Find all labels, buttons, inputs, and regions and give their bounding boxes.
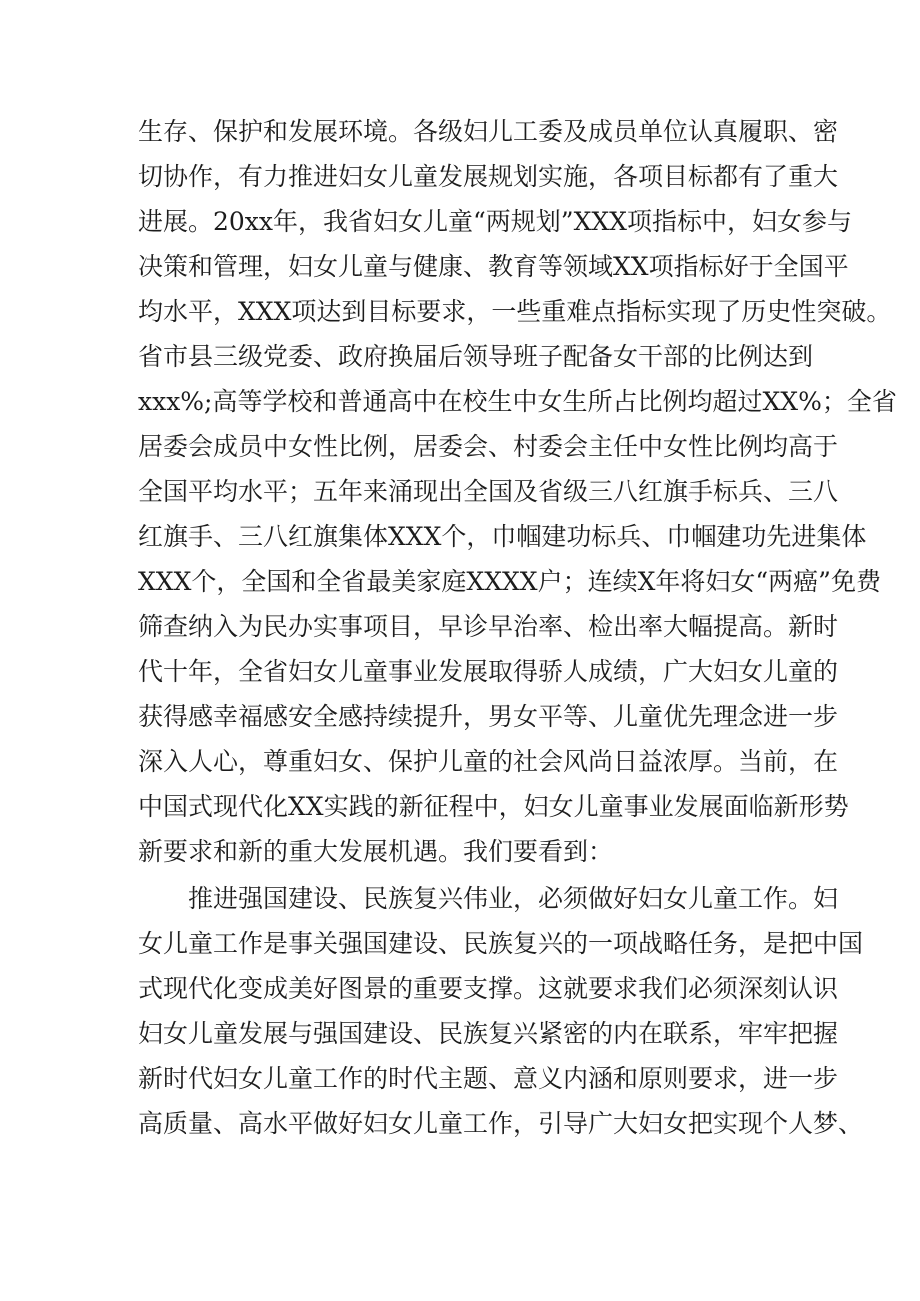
text-line: 生存、保护和发展环境。各级妇儿工委及成员单位认真履职、密: [138, 117, 839, 146]
text-line: 切协作，有力推进妇女儿童发展规划实施，各项目标都有了重大: [138, 162, 839, 191]
text-line: 均水平，XXX项达到目标要求，一些重难点指标实现了历史性突破。: [138, 297, 892, 326]
text-line: 省市县三级党委、政府换届后领导班子配备女干部的比例达到: [138, 342, 814, 371]
text-line: 新时代妇女儿童工作的时代主题、意义内涵和原则要求，进一步: [138, 1064, 839, 1093]
text-line: 女儿童工作是事关强国建设、民族复兴的一项战略任务，是把中国: [138, 929, 864, 958]
text-line: 妇女儿童发展与强国建设、民族复兴紧密的内在联系，牢牢把握: [138, 1019, 839, 1048]
text-line: 推进强国建设、民族复兴伟业，必须做好妇女儿童工作。妇: [188, 884, 839, 913]
text-line: 决策和管理，妇女儿童与健康、教育等领域XX项指标好于全国平: [138, 252, 849, 281]
text-line: xxx%;高等学校和普通高中在校生中女生所占比例均超过XX%；全省: [138, 387, 897, 416]
text-line: 新要求和新的重大发展机遇。我们要看到：: [138, 837, 614, 866]
text-line: 中国式现代化XX实践的新征程中，妇女儿童事业发展面临新形势: [138, 792, 849, 821]
text-line: 筛查纳入为民办实事项目，早诊早治率、检出率大幅提高。新时: [138, 612, 839, 641]
text-line: 式现代化变成美好图景的重要支撑。这就要求我们必须深刻认识: [138, 974, 839, 1003]
text-line: 全国平均水平；五年来涌现出全国及省级三八红旗手标兵、三八: [138, 477, 839, 506]
text-line: 进展。20xx年，我省妇女儿童“两规划”XXX项指标中，妇女参与: [138, 207, 852, 236]
text-line: 深入人心，尊重妇女、保护儿童的社会风尚日益浓厚。当前，在: [138, 747, 839, 776]
text-line: XXX个，全国和全省最美家庭XXXX户；连续X年将妇女“两癌”免费: [138, 567, 881, 596]
text-line: 代十年，全省妇女儿童事业发展取得骄人成绩，广大妇女儿童的: [138, 657, 839, 686]
text-line: 红旗手、三八红旗集体XXX个，巾帼建功标兵、巾帼建功先进集体: [138, 522, 867, 551]
text-line: 获得感幸福感安全感持续提升，男女平等、儿童优先理念进一步: [138, 702, 839, 731]
text-line: 居委会成员中女性比例，居委会、村委会主任中女性比例均高于: [138, 432, 839, 461]
text-line: 高质量、高水平做好妇女儿童工作，引导广大妇女把实现个人梦、: [138, 1109, 864, 1138]
